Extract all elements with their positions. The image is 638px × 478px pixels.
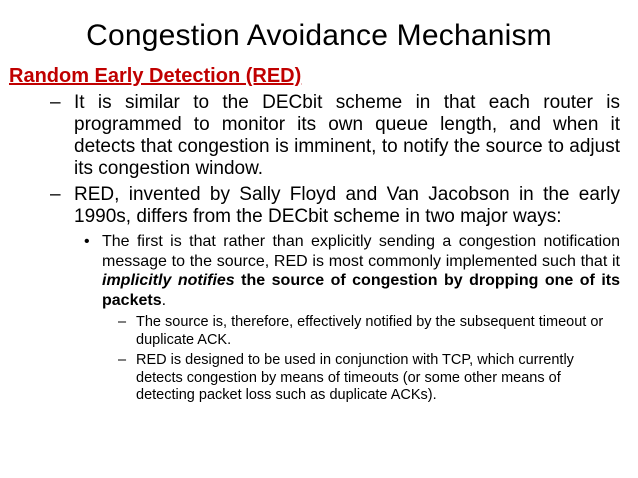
slide-subtitle: Random Early Detection (RED) <box>9 65 302 87</box>
dash-marker: – <box>118 352 127 368</box>
bullet-dot-marker: • <box>84 233 90 250</box>
bullet-level3 <box>118 352 616 405</box>
bullet-text-strong: the source of congestion by dropping one of its packets <box>102 272 621 309</box>
bullet-level1 <box>50 92 620 180</box>
bullet-text-emphasis: implicitly notifies <box>102 272 235 289</box>
bullet-level2 <box>84 232 621 310</box>
bullet-level3 <box>118 314 616 349</box>
dash-marker: – <box>50 92 61 113</box>
dash-marker: – <box>50 184 61 205</box>
slide-title: Congestion Avoidance Mechanism <box>86 19 552 52</box>
bullet-level1 <box>50 184 620 228</box>
slide-content <box>0 92 638 408</box>
bullet-text: It is similar to the DECbit scheme in that each router is programmed to monitor its own queue length, and when it detects that congestion is imminent, to notify the source to adjust its congestion window. <box>74 92 620 179</box>
bullet-text: RED is designed to be used in conjunction with TCP, which currently detects congestion by means of timeouts (or some other means of detecting packet loss such as duplicate ACKs). <box>136 352 574 403</box>
bullet-text-end: . <box>161 291 167 309</box>
bullet-text: RED, invented by Sally Floyd and Van Jacobson in the early 1990s, differs from the DECbit scheme in two major ways: <box>74 184 620 227</box>
bullet-text-plain: The first is that rather than explicitly sending a congestion notification message to the source, RED is most commonly implemented such that it <box>102 233 620 270</box>
bullet-text: The source is, therefore, effectively notified by the subsequent timeout or duplicate ACK. <box>136 314 604 348</box>
dash-marker: – <box>118 314 127 330</box>
